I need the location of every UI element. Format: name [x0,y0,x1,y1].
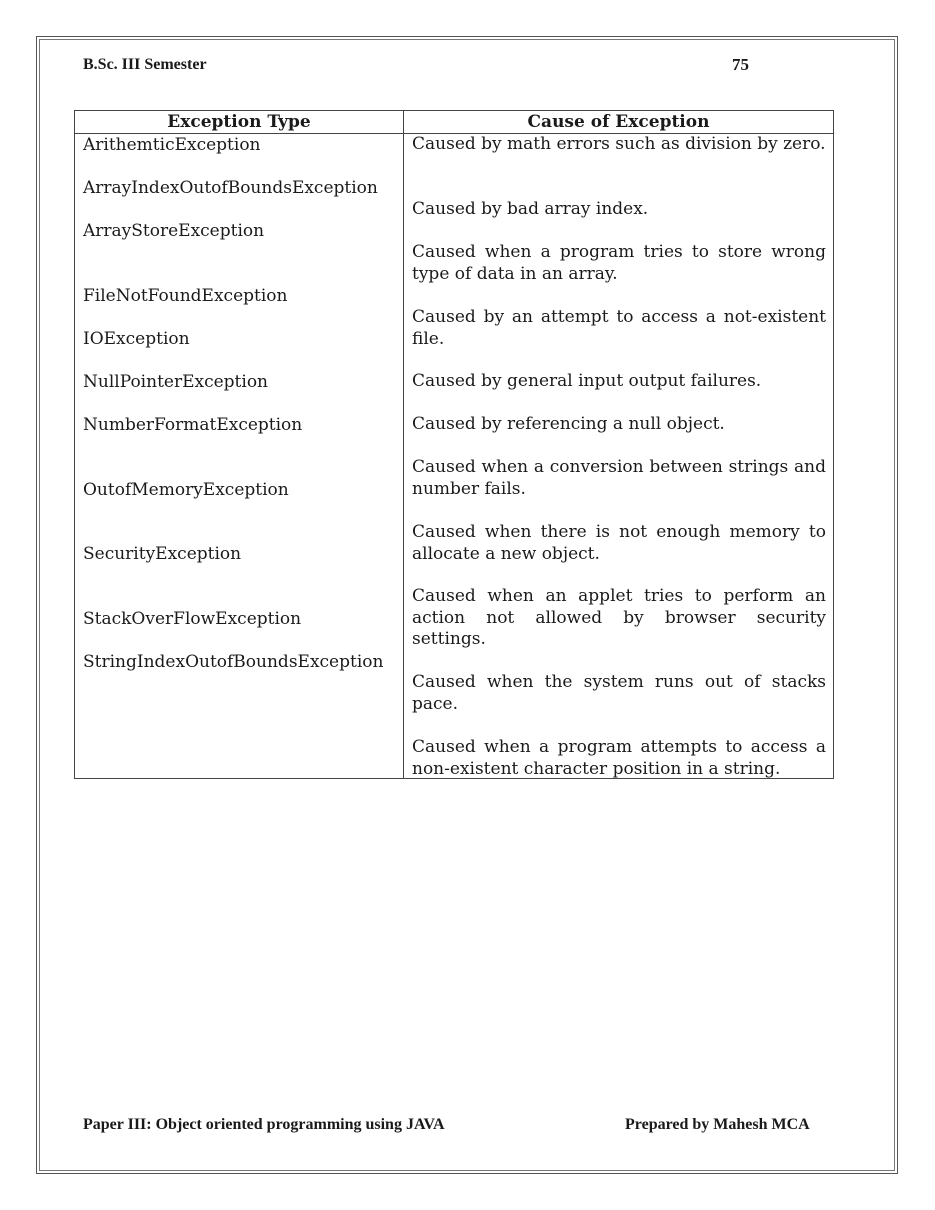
exception-cause: Caused by math errors such as division by zero. [412,134,826,154]
exception-cause: Caused by an attempt to access a not-existent file. [412,307,826,349]
exception-type: NullPointerException [83,372,268,392]
exception-type: ArrayIndexOutofBoundsException [83,178,378,198]
exception-table [74,110,834,779]
exception-cause: Caused when the system runs out of stacks pace. [412,672,826,714]
exception-cause: Caused when a program tries to store wrong type of data in an array. [412,242,826,284]
column-divider [403,111,404,778]
column-header-exception-type: Exception Type [167,112,311,132]
exception-cause: Caused when there is not enough memory to allocate a new object. [412,522,826,564]
exception-cause: Caused by referencing a null object. [412,414,725,434]
exception-type: ArrayStoreException [83,221,265,241]
exception-type: StackOverFlowException [83,609,302,629]
exception-type: IOException [83,329,190,349]
exception-type: ArithemticException [83,135,261,155]
exception-cause: Caused by bad array index. [412,199,649,219]
exception-cause: Caused when a program attempts to access a non-existent character position in a string. [412,737,826,779]
column-header-cause: Cause of Exception [527,112,710,132]
exception-type: OutofMemoryException [83,480,289,500]
exception-type: SecurityException [83,544,242,564]
exception-type: StringIndexOutofBoundsException [83,652,384,672]
exception-cause: Caused when an applet tries to perform an action not allowed by browser security settings. [412,586,826,649]
footer-paper-title: Paper III: Object oriented programming using JAVA [83,1116,445,1133]
header-page-number: 75 [732,55,749,74]
exception-cause: Caused when a conversion between strings and number fails. [412,457,826,499]
exception-cause: Caused by general input output failures. [412,371,762,391]
header-semester: B.Sc. III Semester [83,56,207,73]
exception-type: NumberFormatException [83,415,303,435]
footer-author: Prepared by Mahesh MCA [625,1116,810,1133]
exception-type: FileNotFoundException [83,286,288,306]
